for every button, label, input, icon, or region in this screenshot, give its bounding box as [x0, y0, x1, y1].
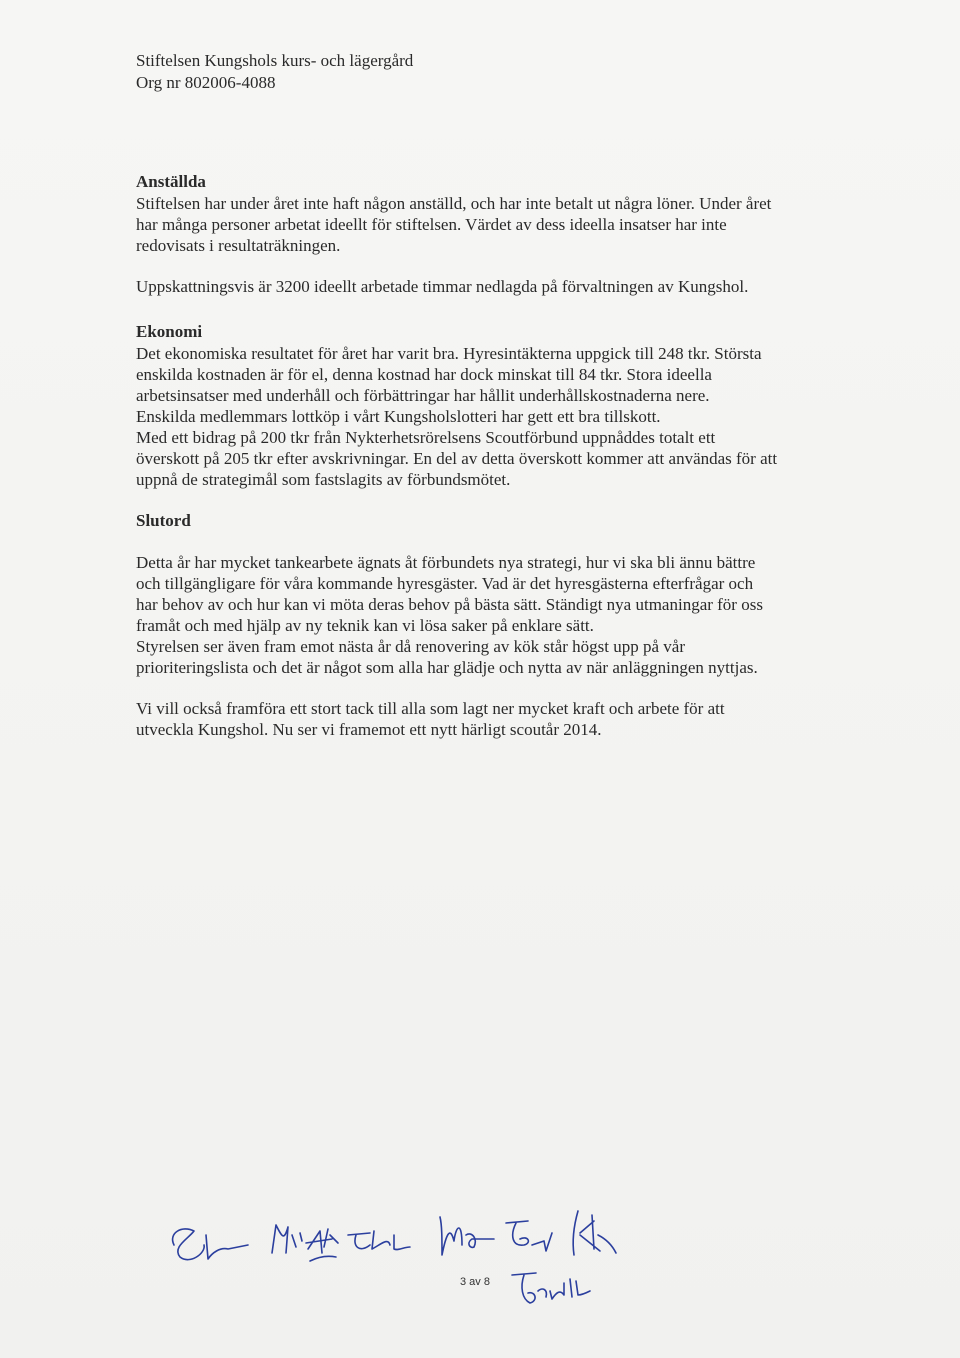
signature-5	[440, 1217, 552, 1255]
slutord-line-5: Styrelsen ser även fram emot nästa år då renovering av kök står högst upp på vår	[136, 637, 686, 656]
organization-name: Stiftelsen Kungshols kurs- och lägergård	[136, 51, 414, 70]
section-ekonomi	[136, 321, 856, 490]
signature-1	[173, 1229, 248, 1260]
slutord-line-2: och tillgängligare för våra kommande hyresgäster. Vad är det hyresgästerna efterfrågar och	[136, 574, 754, 593]
signature-6	[573, 1211, 616, 1255]
ekonomi-line-2: enskilda kostnaden är för el, denna kostnad har dock minskat till 84 tkr. Stora ideella	[136, 365, 712, 384]
page-number: 3 av 8	[460, 1276, 490, 1288]
signature-3	[306, 1229, 338, 1261]
slutord-line-6: prioriteringslista och det är något som alla har glädje och nytta av när anläggningen nyttjas.	[136, 658, 758, 677]
signatures	[160, 1195, 720, 1325]
ekonomi-line-4: Enskilda medlemmars lottköp i vårt Kungsholslotteri har gett ett bra tillskott.	[136, 407, 661, 426]
anstallda-paragraph-2: Uppskattningsvis är 3200 ideellt arbetade timmar nedlagda på förvaltningen av Kungshol.	[136, 277, 749, 296]
ekonomi-line-7: uppnå de strategimål som fastslagits av förbundsmötet.	[136, 470, 511, 489]
slutord-line-3: har behov av och hur kan vi möta deras behov på bästa sätt. Ständigt nya utmaningar för oss	[136, 595, 763, 614]
signature-4	[348, 1231, 410, 1250]
slutord-closing-line-2: utveckla Kungshol. Nu ser vi framemot ett nytt härligt scoutår 2014.	[136, 720, 602, 739]
section-title-slutord: Slutord	[136, 511, 191, 530]
signature-2	[272, 1225, 302, 1253]
section-title-ekonomi: Ekonomi	[136, 322, 203, 341]
anstallda-line-1: Stiftelsen har under året inte haft någon anställd, och har inte betalt ut några löner. Under året	[136, 194, 772, 213]
ekonomi-line-5: Med ett bidrag på 200 tkr från Nykterhetsrörelsens Scoutförbund uppnåddes totalt ett	[136, 428, 716, 447]
slutord-closing-line-1: Vi vill också framföra ett stort tack till alla som lagt ner mycket kraft och arbete för att	[136, 699, 725, 718]
section-anstallda	[136, 171, 856, 297]
document-header	[136, 50, 413, 94]
section-title-anstallda: Anställda	[136, 172, 206, 191]
slutord-line-4: framåt och med hjälp av ny teknik kan vi lösa saker på enklare sätt.	[136, 616, 594, 635]
section-slutord	[136, 510, 856, 740]
ekonomi-line-1: Det ekonomiska resultatet för året har varit bra. Hyresintäkterna uppgick till 248 tkr. Största	[136, 344, 762, 363]
anstallda-line-3: redovisats i resultaträkningen.	[136, 236, 341, 255]
organization-number: Org nr 802006-4088	[136, 73, 276, 92]
signature-7	[512, 1273, 590, 1303]
slutord-line-1: Detta år har mycket tankearbete ägnats åt förbundets nya strategi, hur vi ska bli ännu bättre	[136, 553, 756, 572]
ekonomi-line-6: överskott på 205 tkr efter avskrivningar. En del av detta överskott kommer att användas för att	[136, 449, 778, 468]
anstallda-line-2: har många personer arbetat ideellt för stiftelsen. Värdet av dess ideella insatser har inte	[136, 215, 727, 234]
ekonomi-line-3: arbetsinsatser med underhåll och förbättringar har hållit underhållskostnaderna nere.	[136, 386, 710, 405]
